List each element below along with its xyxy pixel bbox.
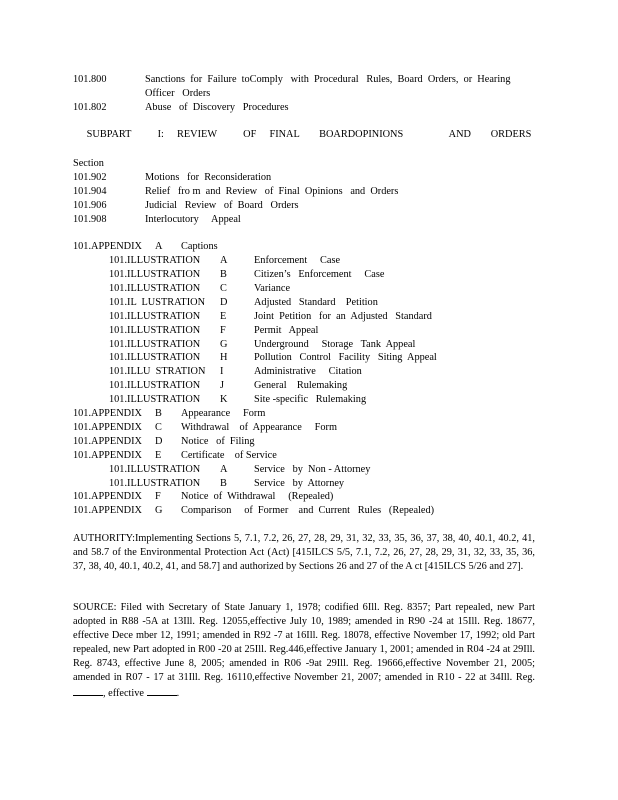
illustration-title: Pollution Control Facility Siting Appeal xyxy=(254,352,437,363)
appendix-number: 101.APPENDIX xyxy=(73,241,142,252)
section-number: 101.902 xyxy=(73,172,107,183)
appendix-letter: F xyxy=(155,491,161,502)
appendix-letter: D xyxy=(155,436,163,447)
illustration-letter: D xyxy=(220,297,228,308)
illustration-letter: G xyxy=(220,339,228,350)
illustration-title: Adjusted Standard Petition xyxy=(254,297,378,308)
subpart-heading: SUBPART I: REVIEW OF FINAL BOARDOPINIONS AND ORDERS xyxy=(86,129,532,140)
appendix-number: 101.APPENDIX xyxy=(73,408,142,419)
illustration-number: 101.ILLUSTRATION xyxy=(109,311,201,322)
section-number: 101.908 xyxy=(73,214,107,225)
illustration-title: Service by Attorney xyxy=(254,478,345,489)
illustration-title: Permit Appeal xyxy=(254,325,319,336)
appendix-number: 101.APPENDIX xyxy=(73,505,142,516)
appendix-letter: A xyxy=(155,241,163,252)
illustration-letter: E xyxy=(220,311,227,322)
section-number: 101.800 xyxy=(73,74,107,85)
section-title: Interlocutory Appeal xyxy=(145,214,241,225)
appendix-title: Captions xyxy=(181,241,218,252)
illustration-number: 101.ILLUSTRATION xyxy=(109,478,201,489)
illustration-number: 101.ILLUSTRATION xyxy=(109,283,201,294)
appendix-title: Comparison of Former and Current Rules (Repealed) xyxy=(181,505,435,516)
appendix-title: Notice of Withdrawal (Repealed) xyxy=(181,491,334,502)
illustration-number: 101.ILLUSTRATION xyxy=(109,255,201,266)
appendix-number: 101.APPENDIX xyxy=(73,422,142,433)
illustration-letter: F xyxy=(220,325,226,336)
illustration-number: 101.ILLUSTRATION xyxy=(109,325,201,336)
appendix-letter: G xyxy=(155,505,163,516)
illustration-number: 101.ILLU STRATION xyxy=(109,366,206,377)
illustration-title: General Rulemaking xyxy=(254,380,348,391)
illustration-letter: B xyxy=(220,478,227,489)
illustration-title: Service by Non - Attorney xyxy=(254,464,371,475)
section-label-text: Section xyxy=(73,158,104,169)
illustration-title: Administrative Citation xyxy=(254,366,362,377)
illustration-number: 101.ILLUSTRATION xyxy=(109,339,201,350)
appendix-number: 101.APPENDIX xyxy=(73,436,142,447)
section-number: 101.906 xyxy=(73,200,107,211)
illustration-letter: K xyxy=(220,394,228,405)
source-paragraph: SOURCE: Filed with Secretary of State January 1, 1978; codified 6Ill. Reg. 8357; Part repealed, new Part adopted in R88 -5A at 13Ill. Reg. 12055,effective July 10, 1989; amended in R90 -24 at 15Ill. Reg. 18677, effective Dece mber 12, 1991; amended in R92 -7 at 16Ill. Reg. 18078, effective November 17, 1992; old Part repealed, new Part adopted in R00 -20 at 25Ill. Reg.446,effective January 1, 2001; amended in R04 -24 at 29Ill. Reg. 8743, effective June 8, 2005; amended in R06 -9at 29Ill. Reg. 19666,effective November 21, 2005; amended in R07 - 17 at 31Ill. Reg. 16110,effective November 21, 2007; amended in R10 - 22 at 34Ill. Reg., effective . xyxy=(73,602,535,699)
illustration-letter: J xyxy=(220,380,225,391)
appendix-number: 101.APPENDIX xyxy=(73,450,142,461)
illustration-number: 101.ILLUSTRATION xyxy=(109,380,201,391)
section-title-continued: Officer Orders xyxy=(145,88,211,99)
illustration-title: Joint Petition for an Adjusted Standard xyxy=(254,311,432,322)
appendix-title: Withdrawal of Appearance Form xyxy=(181,422,337,433)
section-number: 101.904 xyxy=(73,186,107,197)
illustration-letter: H xyxy=(220,352,228,363)
section-title: Relief fro m and Review of Final Opinions and Orders xyxy=(145,186,399,197)
illustration-number: 101.IL LUSTRATION xyxy=(109,297,205,308)
appendix-title: Notice of Filing xyxy=(181,436,255,447)
blank-line xyxy=(73,685,103,696)
illustration-title: Citizen’s Enforcement Case xyxy=(254,269,385,280)
illustration-title: Variance xyxy=(254,283,291,294)
source-effective: effective xyxy=(108,688,144,699)
illustration-title: Enforcement Case xyxy=(254,255,341,266)
section-title: Sanctions for Failure toComply with Procedural Rules, Board Orders, or Hearing xyxy=(145,74,511,85)
illustration-letter: I xyxy=(220,366,224,377)
appendix-title: Appearance Form xyxy=(181,408,266,419)
illustration-number: 101.ILLUSTRATION xyxy=(109,394,201,405)
section-title: Motions for Reconsideration xyxy=(145,172,272,183)
appendix-title: Certificate of Service xyxy=(181,450,277,461)
illustration-letter: A xyxy=(220,255,228,266)
section-title: Judicial Review of Board Orders xyxy=(145,200,299,211)
appendix-letter: E xyxy=(155,450,162,461)
section-number: 101.802 xyxy=(73,102,107,113)
illustration-title: Site -specific Rulemaking xyxy=(254,394,367,405)
appendix-letter: C xyxy=(155,422,162,433)
illustration-letter: B xyxy=(220,269,227,280)
illustration-title: Underground Storage Tank Appeal xyxy=(254,339,416,350)
section-label xyxy=(73,157,104,171)
authority-paragraph: AUTHORITY:Implementing Sections 5, 7.1, 7.2, 26, 27, 28, 29, 31, 32, 33, 35, 36, 37, 38, 40, 40.1, 40.2, 41, and 58.7 of the Environmental Protection Act (Act) [415ILCS 5/5, 7.1, 7.2, 26, 27, 28, 29, 31, 32, 33, 35, 36, 37, 38, 40, 40.1, 40.2, 41, and 58.7] and authorized by Sections 26 and 27 of the A ct [415ILCS 5/26 and 27]. xyxy=(73,533,535,572)
illustration-number: 101.ILLUSTRATION xyxy=(109,269,201,280)
illustration-number: 101.ILLUSTRATION xyxy=(109,464,201,475)
illustration-letter: C xyxy=(220,283,227,294)
illustration-number: 101.ILLUSTRATION xyxy=(109,352,201,363)
source-text: SOURCE: Filed with Secretary of State January 1, 1978; codified 6Ill. Reg. 8357; Part repealed, new Part adopted in R88 -5A at 13Ill. Reg. 12055,effective July 10, 1989; amended in R90 -24 at 15Ill. Reg. 18677, effective Dece mber 12, 1991; amended in R92 -7 at 16Ill. Reg. 18078, effective November 17, 1992; old Part repealed, new Part adopted in R00 -20 at 25Ill. Reg.446,effective January 1, 2001; amended in R04 -24 at 29Ill. Reg. 8743, effective June 8, 2005; amended in R06 -9at 29Ill. Reg. 19666,effective November 21, 2005; amended in R07 - 17 at 31Ill. Reg. 16110,effective November 21, 2007; amended in R10 - 22 at 34Ill. Reg. xyxy=(73,602,535,683)
section-title: Abuse of Discovery Procedures xyxy=(145,102,289,113)
appendix-number: 101.APPENDIX xyxy=(73,491,142,502)
appendix-letter: B xyxy=(155,408,162,419)
illustration-letter: A xyxy=(220,464,228,475)
blank-line xyxy=(147,685,177,696)
